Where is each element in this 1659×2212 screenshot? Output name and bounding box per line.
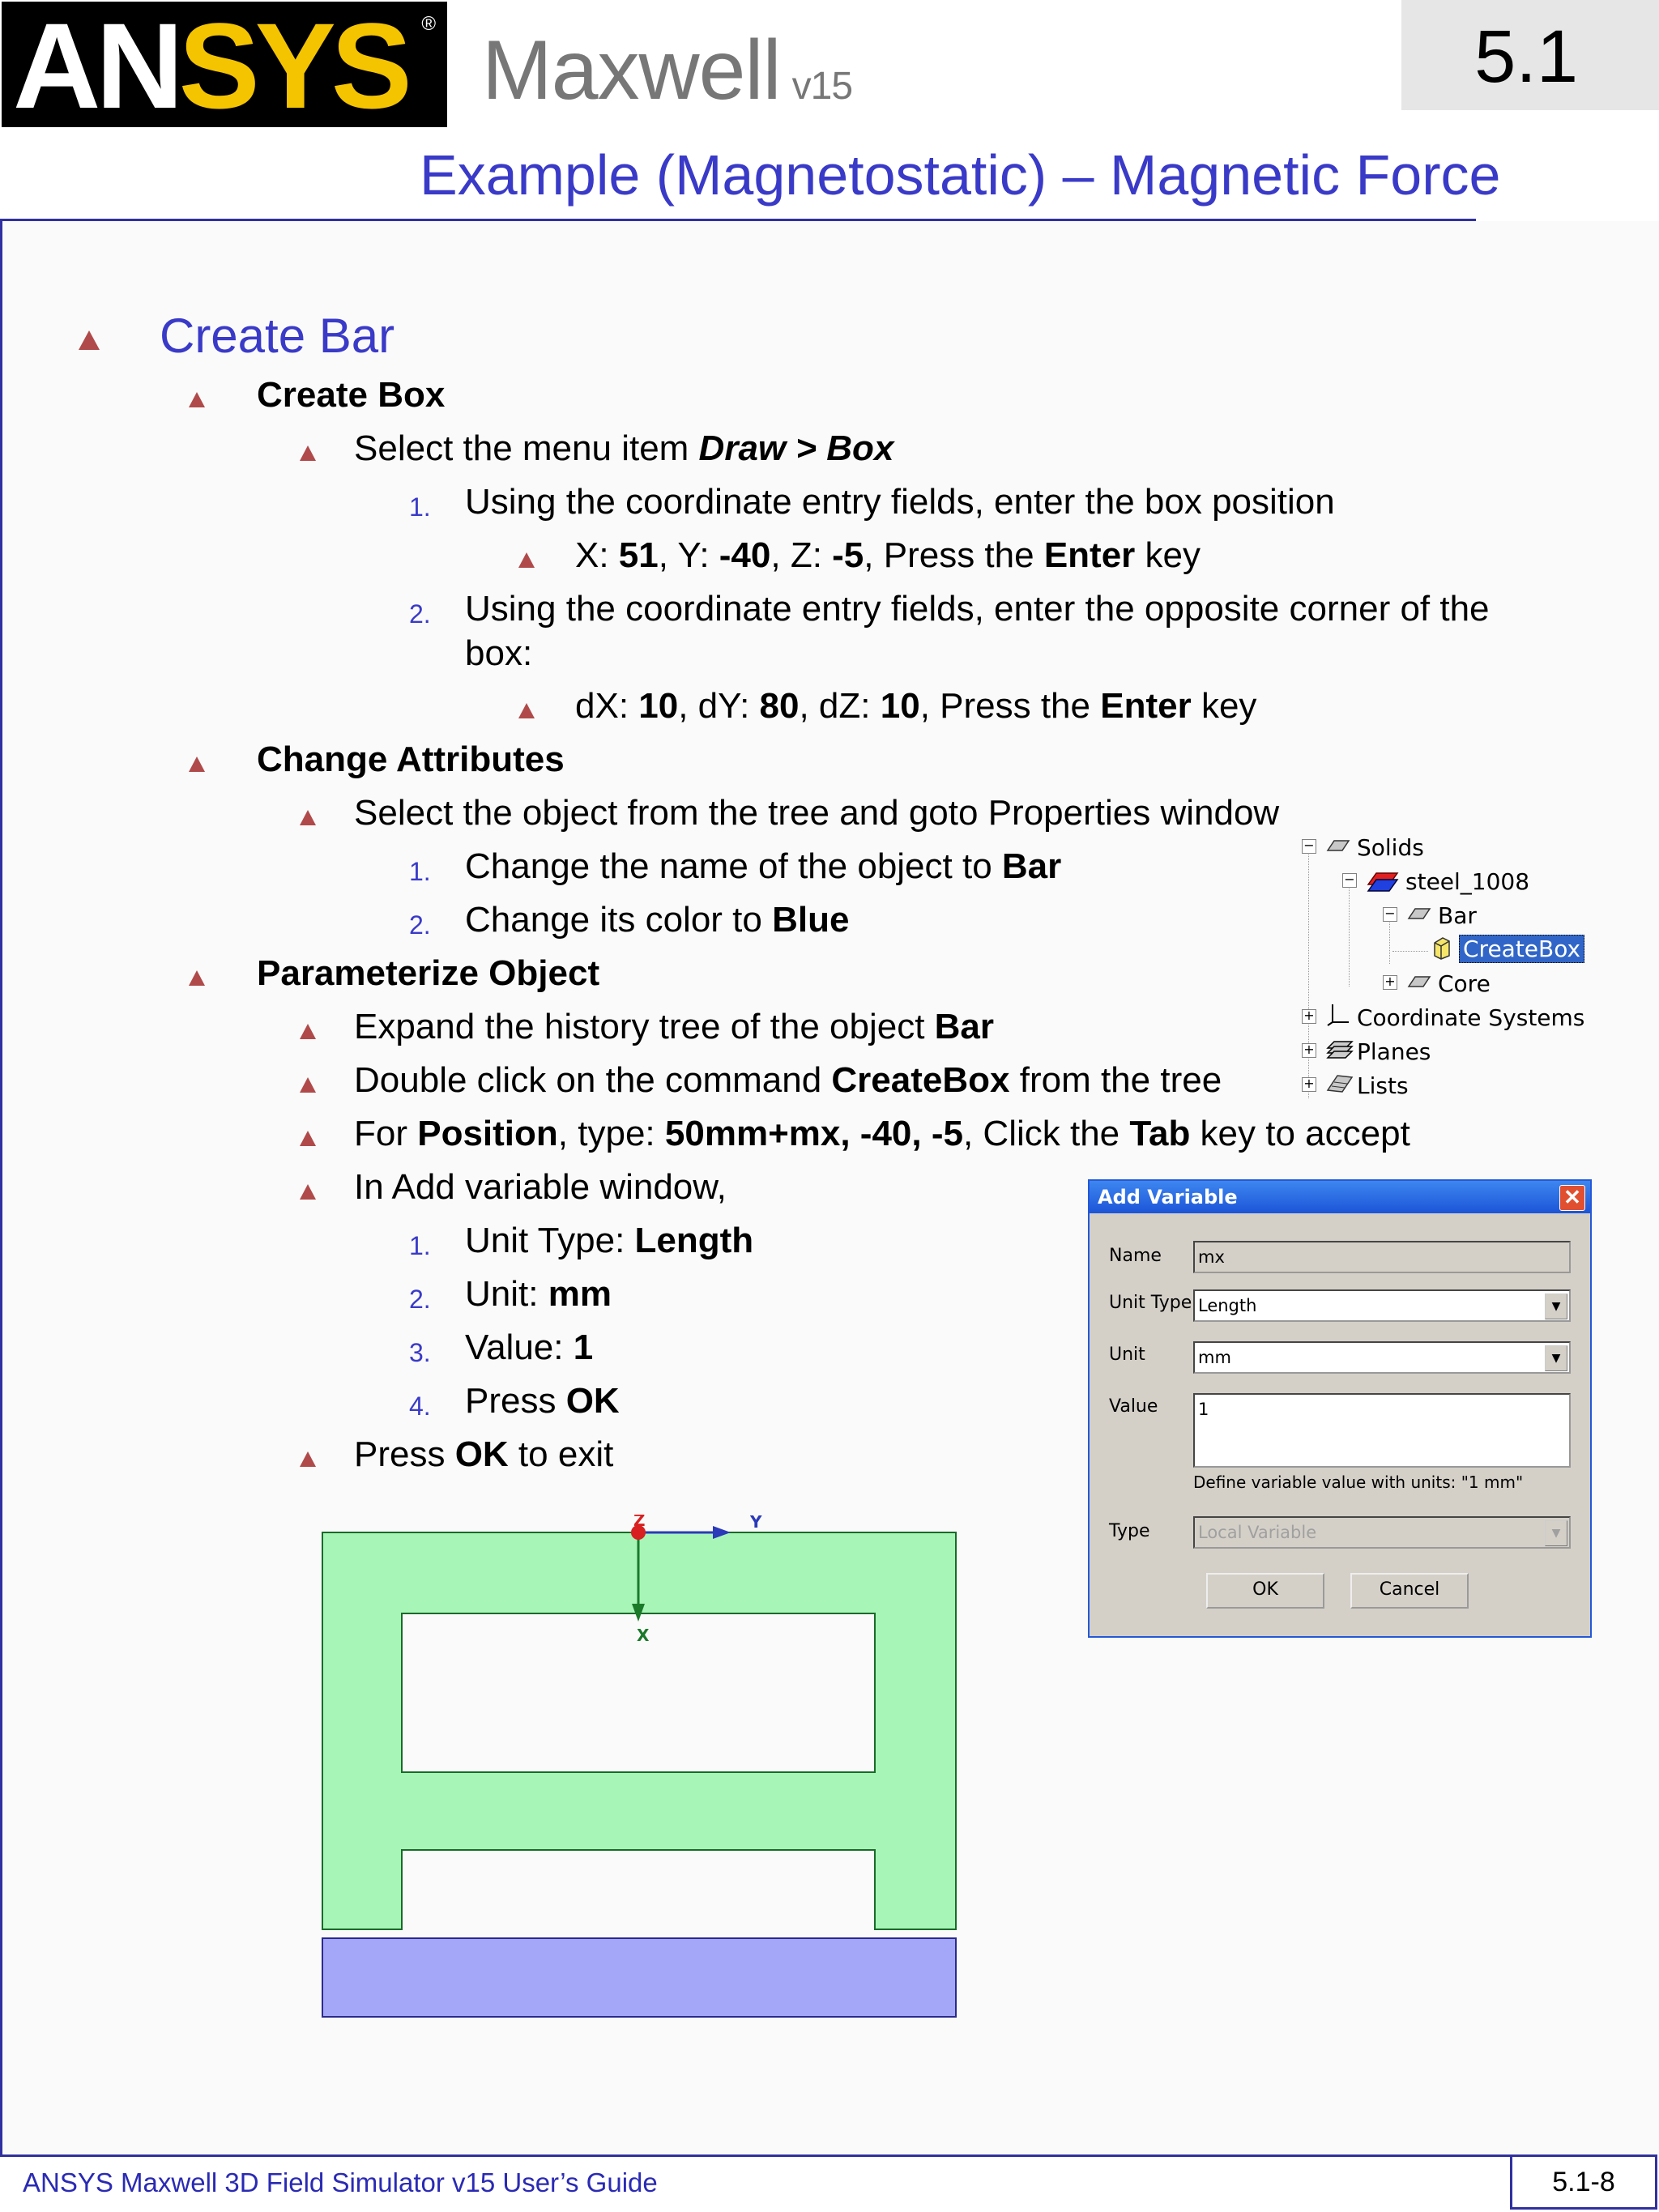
text-box-size: dX: 10, dY: 80, dZ: 10, Press the Enter key	[575, 686, 1257, 726]
expand-icon[interactable]: +	[1302, 1043, 1316, 1058]
bullet-icon	[300, 1077, 316, 1093]
collapse-icon[interactable]: −	[1383, 907, 1397, 922]
lists-icon	[1326, 1072, 1354, 1095]
solid-icon	[1407, 904, 1431, 922]
dialog-title: Add Variable	[1098, 1186, 1238, 1208]
name-label: Name	[1109, 1246, 1162, 1266]
subheading-create-box: Create Box	[257, 375, 446, 415]
product-version: v15	[791, 65, 853, 108]
close-icon[interactable]: ✕	[1559, 1185, 1585, 1211]
text-step2-cont: box:	[465, 633, 533, 673]
ok-button[interactable]: OK	[1206, 1573, 1324, 1609]
value-hint: Define variable value with units: "1 mm"	[1193, 1473, 1524, 1492]
cancel-button[interactable]: Cancel	[1350, 1573, 1469, 1609]
chevron-down-icon[interactable]: ▼	[1545, 1345, 1567, 1371]
product-name: Maxwell v15	[482, 23, 853, 117]
title-divider	[0, 219, 1476, 221]
text-expand-history: Expand the history tree of the object Bar	[354, 1007, 995, 1046]
text-press-ok: Press OK	[465, 1381, 620, 1421]
slide-title: Example (Magnetostatic) – Magnetic Force	[420, 143, 1501, 207]
text-unit: Unit: mm	[465, 1274, 612, 1314]
bullet-icon	[189, 392, 205, 407]
step-number: 1.	[409, 857, 431, 886]
step-number: 4.	[409, 1392, 431, 1421]
left-border	[0, 219, 2, 2156]
collapse-icon[interactable]: −	[1342, 873, 1357, 888]
page-number: 5.1-8	[1552, 2167, 1615, 2197]
text-add-variable: In Add variable window,	[354, 1167, 727, 1207]
text-change-color: Change its color to Blue	[465, 900, 850, 940]
value-label: Value	[1109, 1396, 1158, 1417]
bullet-icon	[300, 1131, 316, 1146]
ansys-logo: ANSYS ®	[2, 2, 447, 127]
material-icon	[1367, 868, 1399, 893]
bullet-icon	[79, 330, 100, 350]
section-number: 5.1	[1474, 15, 1578, 98]
planes-icon	[1326, 1038, 1354, 1061]
text-box-position: X: 51, Y: -40, Z: -5, Press the Enter key	[575, 535, 1201, 575]
chevron-down-icon[interactable]: ▼	[1545, 1294, 1567, 1319]
dialog-titlebar[interactable]	[1090, 1181, 1590, 1213]
text-change-name: Change the name of the object to Bar	[465, 846, 1062, 886]
expand-icon[interactable]: +	[1302, 1009, 1316, 1024]
footer-title: ANSYS Maxwell 3D Field Simulator v15 User’s Guide	[23, 2167, 658, 2197]
unit-type-select[interactable]: Length ▼	[1193, 1289, 1571, 1322]
unit-select[interactable]: mm ▼	[1193, 1341, 1571, 1374]
text-double-click: Double click on the command CreateBox from the tree	[354, 1060, 1222, 1100]
text-step1: Using the coordinate entry fields, enter the box position	[465, 482, 1335, 522]
step-number: 2.	[409, 599, 431, 629]
bullet-icon	[518, 552, 535, 568]
bar-shape	[322, 1938, 956, 2017]
text-press-ok-exit: Press OK to exit	[354, 1434, 614, 1474]
bullet-icon	[518, 703, 535, 718]
expand-icon[interactable]: +	[1302, 1077, 1316, 1092]
step-number: 1.	[409, 492, 431, 522]
text-step2: Using the coordinate entry fields, enter the opposite corner of the	[465, 589, 1490, 629]
heading-create-bar: Create Bar	[160, 309, 395, 363]
coordinate-system-icon	[1326, 1003, 1350, 1027]
subheading-change-attributes: Change Attributes	[257, 739, 565, 779]
model-view	[316, 1515, 964, 2025]
bullet-icon	[189, 757, 205, 772]
collapse-icon[interactable]: −	[1302, 839, 1316, 854]
type-select: Local Variable ▼	[1193, 1516, 1571, 1549]
step-number: 1.	[409, 1231, 431, 1260]
text-position-entry: For Position, type: 50mm+mx, -40, -5, Click the Tab key to accept	[354, 1114, 1410, 1153]
type-label: Type	[1109, 1521, 1150, 1541]
bullet-icon	[300, 1451, 316, 1467]
text-select-menu: Select the menu item Draw > Box	[354, 428, 894, 468]
solid-icon	[1407, 972, 1431, 990]
footer-divider	[0, 2154, 1510, 2157]
x-axis-label: X	[637, 1626, 650, 1645]
text-unit-type: Unit Type: Length	[465, 1221, 754, 1260]
add-variable-dialog	[1088, 1179, 1592, 1638]
bullet-icon	[300, 1184, 316, 1200]
bullet-icon	[300, 810, 316, 825]
bullet-icon	[300, 445, 316, 461]
step-number: 2.	[409, 1285, 431, 1314]
value-field[interactable]: 1	[1193, 1393, 1571, 1468]
name-field[interactable]: mx	[1193, 1241, 1571, 1273]
expand-icon[interactable]: +	[1383, 975, 1397, 990]
unit-type-label: Unit Type	[1109, 1293, 1192, 1313]
createbox-icon	[1428, 936, 1452, 961]
solid-icon	[1326, 836, 1350, 854]
subheading-parameterize: Parameterize Object	[257, 953, 600, 993]
z-axis-label: Z	[633, 1515, 646, 1530]
unit-label: Unit	[1109, 1345, 1145, 1365]
text-select-object: Select the object from the tree and goto Properties window	[354, 793, 1280, 833]
bullet-icon	[189, 970, 205, 986]
step-number: 2.	[409, 910, 431, 940]
step-number: 3.	[409, 1338, 431, 1367]
bullet-icon	[300, 1024, 316, 1039]
text-value: Value: 1	[465, 1328, 594, 1367]
chevron-down-icon: ▼	[1545, 1520, 1567, 1546]
footer-page-box	[1510, 2154, 1657, 2210]
section-box	[1401, 0, 1659, 110]
y-axis-label: Y	[750, 1515, 762, 1532]
history-tree: − Solids − steel_1008 − Bar CreateBox + Core + Coordinate Systems + Planes + Lists	[1292, 826, 1624, 1102]
